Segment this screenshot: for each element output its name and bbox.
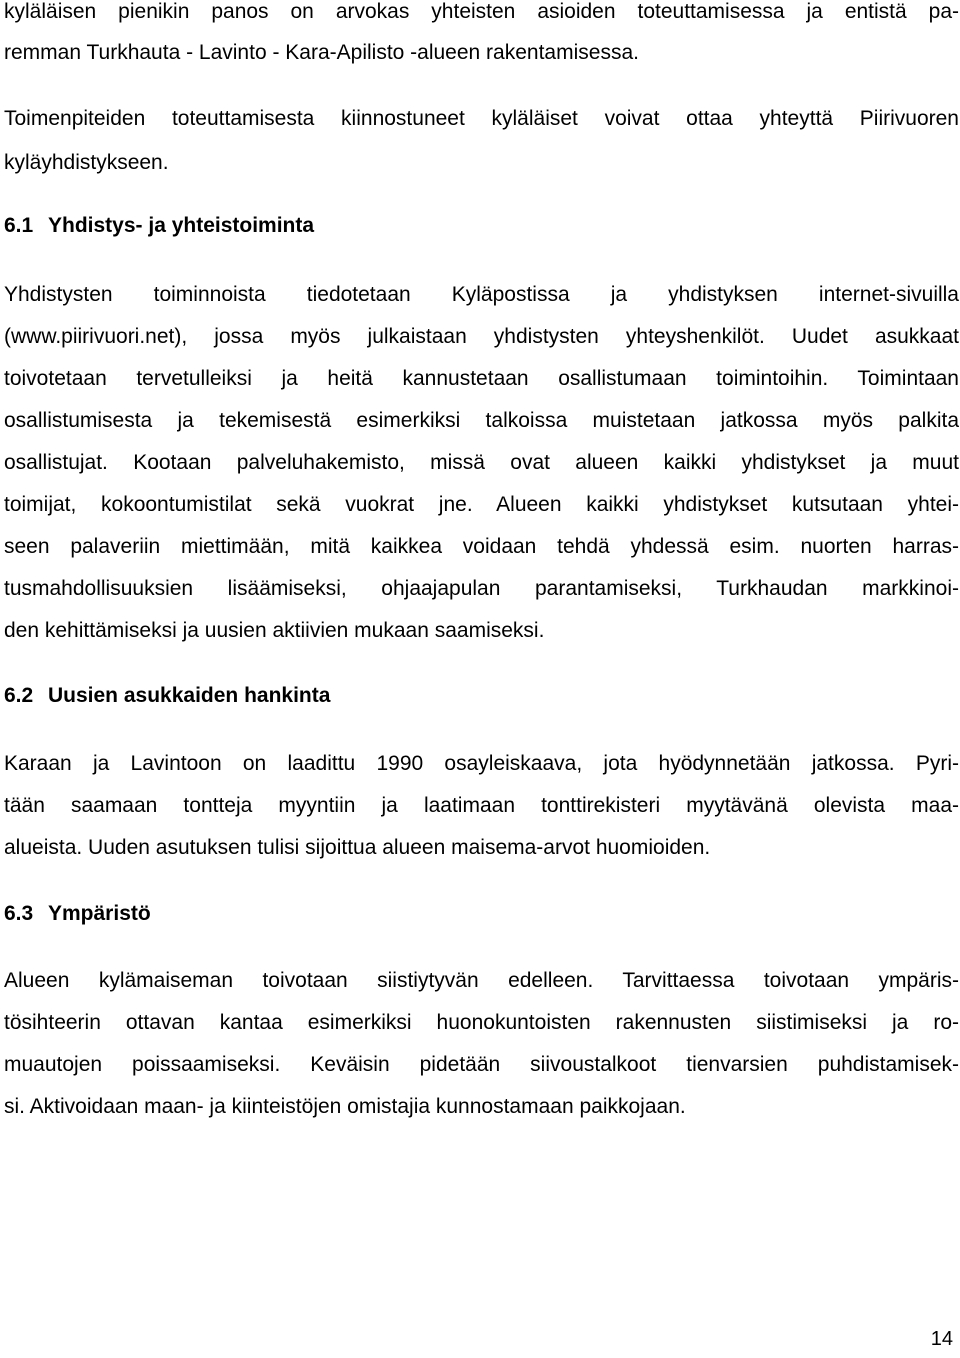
paragraph-line: osallistumisesta ja tekemisestä esimerkiksi talkoissa muistetaan jatkossa myös palkita bbox=[4, 409, 959, 432]
paragraph-line: muautojen poissaamiseksi. Keväisin pidetään siivoustalkoot tienvarsien puhdistamisek- bbox=[4, 1053, 959, 1076]
paragraph-line: tään saamaan tontteja myyntiin ja laatimaan tonttirekisteri myytävänä olevista maa- bbox=[4, 794, 959, 817]
section-number: 6.2 bbox=[4, 684, 34, 707]
paragraph-line: toimijat, kokoontumistilat sekä vuokrat jne. Alueen kaikki yhdistykset kutsutaan yhtei- bbox=[4, 493, 959, 516]
paragraph-line: si. Aktivoidaan maan- ja kiinteistöjen omistajia kunnostamaan paikkojaan. bbox=[4, 1095, 686, 1118]
paragraph-line: tösihteerin ottavan kantaa esimerkiksi huonokuntoisten rakennusten siistimiseksi ja ro- bbox=[4, 1011, 959, 1034]
paragraph-line: Alueen kylämaiseman toivotaan siistiytyvän edelleen. Tarvittaessa toivotaan ympäris- bbox=[4, 969, 959, 992]
paragraph-line: seen palaveriin miettimään, mitä kaikkea voidaan tehdä yhdessä esim. nuorten harras- bbox=[4, 535, 959, 558]
paragraph-line: kyläläisen pienikin panos on arvokas yhteisten asioiden toteuttamisessa ja entistä pa- bbox=[4, 0, 959, 23]
paragraph-line: toivotetaan tervetulleiksi ja heitä kannustetaan osallistumaan toimintoihin. Toimintaan bbox=[4, 367, 959, 390]
paragraph-line: kyläyhdistykseen. bbox=[4, 151, 169, 174]
section-heading-6-1 bbox=[4, 214, 959, 238]
paragraph-line: Toimenpiteiden toteuttamisesta kiinnostuneet kyläläiset voivat ottaa yhteyttä Piirivuoren bbox=[4, 107, 959, 130]
section-heading-6-3 bbox=[4, 902, 959, 926]
section-number: 6.1 bbox=[4, 214, 34, 237]
section-title: Yhdistys- ja yhteistoiminta bbox=[48, 214, 315, 237]
paragraph-line: (www.piirivuori.net), jossa myös julkaistaan yhdistysten yhteyshenkilöt. Uudet asukkaat bbox=[4, 325, 959, 348]
paragraph-line: osallistujat. Kootaan palveluhakemisto, missä ovat alueen kaikki yhdistykset ja muut bbox=[4, 451, 959, 474]
paragraph-line: alueista. Uuden asutuksen tulisi sijoittua alueen maisema-arvot huomioiden. bbox=[4, 836, 711, 859]
section-title: Uusien asukkaiden hankinta bbox=[48, 684, 331, 707]
paragraph-line: tusmahdollisuuksien lisäämiseksi, ohjaajapulan parantamiseksi, Turkhaudan markkinoi- bbox=[4, 577, 959, 600]
paragraph-line: Karaan ja Lavintoon on laadittu 1990 osayleiskaava, jota hyödynnetään jatkossa. Pyri- bbox=[4, 752, 959, 775]
section-title: Ympäristö bbox=[48, 902, 151, 925]
paragraph-line: remman Turkhauta - Lavinto - Kara-Apilisto -alueen rakentamisessa. bbox=[4, 41, 639, 64]
paragraph-line: Yhdistysten toiminnoista tiedotetaan Kyläpostissa ja yhdistyksen internet-sivuilla bbox=[4, 283, 959, 306]
section-number: 6.3 bbox=[4, 902, 34, 925]
page-number: 14 bbox=[930, 1328, 953, 1350]
paragraph-line: den kehittämiseksi ja uusien aktiivien mukaan saamiseksi. bbox=[4, 619, 545, 642]
section-heading-6-2 bbox=[4, 684, 959, 708]
